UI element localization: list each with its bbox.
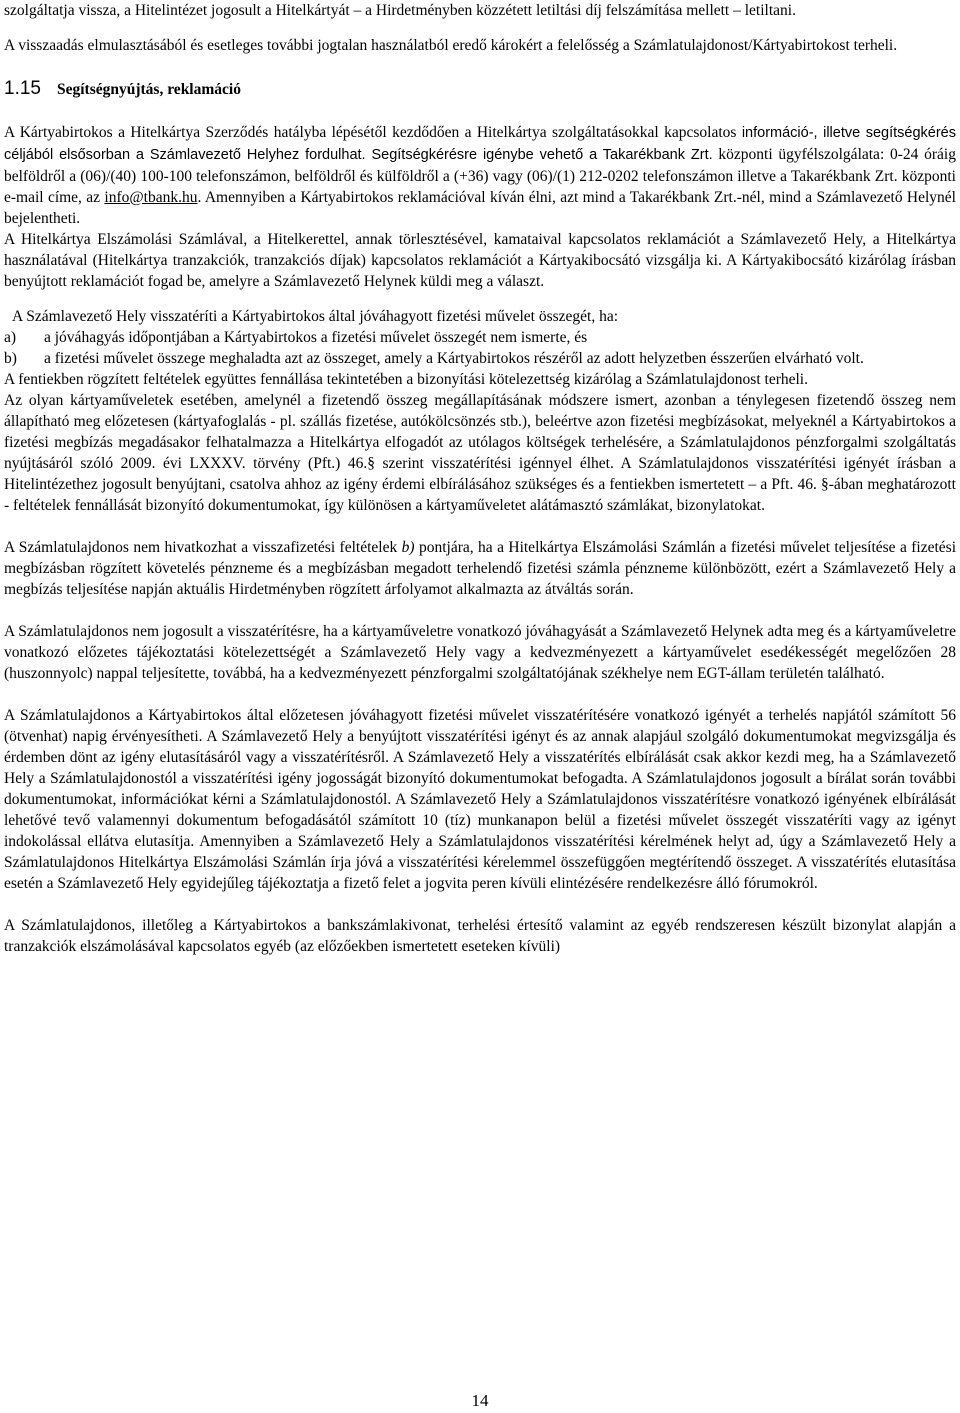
section-heading: [4, 78, 956, 100]
paragraph: Az olyan kártyaműveletek esetében, amelynél a fizetendő összeg megállapításának módszere ismert, azonban a ténylegesen fizetendő összeg nem állapítható meg előzetesen (kártyafoglalás - pl. szállás fizetése, autókölcsönzés stb.), beleértve azon fizetési megbízásokat, melyeknél a Kártyabirtokos a fizetési megbízás megadásakor felhatalmazza a Hitelkártya elfogadót az utólagos költségek terhelésére, a Számlatulajdonos pénzforgalmi szolgáltatás nyújtásáról szóló 2009. évi LXXXV. törvény (Pft.) 46.§ szerint visszatérítési igénnyel élhet. A Számlatulajdonos visszatérítési igényét írásban a Hitelintézethez jogosult benyújtani, csatolva ahhoz az igény érdemi elbírálásához szükséges és a fentiekben ismertetett – a Pft. 46. §-ában meghatározott - feltételek fennállását bizonyító dokumentumokat, így különösen a kártyaműveletet alátámasztó számlákat, bizonylatokat.: [4, 392, 956, 514]
paragraph: A visszaadás elmulasztásából és esetleges további jogtalan használatból eredő károkért a felelősség a Számlatulajdonost/Kártyabirtokost terheli.: [4, 37, 898, 54]
section-number: 1.15: [4, 78, 41, 99]
text-run-italic: b): [401, 539, 415, 556]
list-item-text: a jóváhagyás időpontjában a Kártyabirtokos a fizetési művelet összegét nem ismerte, és: [44, 329, 588, 346]
paragraph: szolgáltatja vissza, a Hitelintézet jogosult a Hitelkártyát – a Hirdetményben közzétett letiltási díj felszámítása mellett – letiltani.: [4, 2, 796, 19]
text-run: A Számlatulajdonos nem hivatkozhat a visszafizetési feltételek: [4, 539, 402, 556]
list-item-label: b): [4, 350, 17, 367]
list-item-label: a): [4, 329, 17, 346]
list-item: [4, 327, 956, 348]
text-run: A Kártyabirtokos a Hitelkártya Szerződés hatályba lépésétől kezdődően a Hitelkártya szolgáltatásokkal kapcsolatos: [4, 124, 737, 141]
paragraph: A fentiekben rögzített feltételek együttes fennállása tekintetében a bizonyítási kötelezettség kizárólag a Számlatulajdonost terheli.: [4, 371, 808, 388]
paragraph: A Számlatulajdonos nem jogosult a visszatérítésre, ha a kártyaműveletre vonatkozó jóváhagyását a Számlavezető Helynek adta meg és a kártyaműveletre vonatkozó előzetes tájékoztatási kötelezettségét a Számlavezető Hely vagy a kedvezményezett a kártyaművelet esedékességét megelőzően 28 (huszonnyolc) nappal teljesítette, továbbá, ha a kedvezményezett pénzforgalmi szolgáltatójának székhelye nem EGT-állam területén található.: [4, 623, 956, 682]
section-title: Segítségnyújtás, reklamáció: [56, 81, 241, 98]
list-item-text: [44, 348, 956, 369]
paragraph: A Számlatulajdonos a Kártyabirtokos által előzetesen jóváhagyott fizetési művelet visszatérítésére vonatkozó igényét a terhelés napjától számított 56 (ötvenhat) napig érvényesítheti. A Számlavezető Hely a benyújtott visszatérítési igényt és az annak alapjául szolgáló dokumentumokat megvizsgálja és érdemben dönt az igény elutasításáról vagy a visszatérítésről. A Számlavezető Hely a visszatérítés elbírálását csak akkor kezdi meg, ha a Számlavezető Hely a Számlatulajdonostól a visszatérítési igény jogosságát bizonyító dokumentumokat befogadta. A Számlatulajdonos jogosult a bírálat során további dokumentumokat, információkat kérni a Számlatulajdonostól. A Számlavezető Hely a Számlatulajdonos visszatérítésre vonatkozó igényének elbírálását lehetővé tevő valamennyi dokumentum befogadásától számított 10 (tíz) munkanapon belül a fizetési művelet összegét visszatéríti vagy az igényt indokolással ellátva elutasítja. Amennyiben a Számlavezető Hely a Számlatulajdonos visszatérítési kérelmének helyt ad, úgy a Számlavezető Hely a Számlatulajdonos Hitelkártya Elszámolási Számlán írja jóvá a visszatérítési kérelemmel összefüggően megtérítendő összeget. A visszatérítés elutasítása esetén a Számlavezető Hely egyidejűleg tájékoztatja a fizető felet a jogvita peren kívüli elintézésére rendelkezésre álló fórumokról.: [4, 707, 956, 892]
text-run: pontjára, ha a Hitelkártya Elszámolási Számlán a fizetési művelet teljesítése a fizetési megbízásban rögzített követelés pénzneme és a megbízásban megadott terhelendő fizetési számla pénzneme különbözött, ezért a Számlavezető Hely a megbízás teljesítése napján aktuális Hirdetményben rögzített árfolyamot alkalmazta az átváltás során.: [4, 539, 957, 598]
email-link[interactable]: info@tbank.hu: [104, 189, 198, 206]
text-run: központi ügyfélszolgálata: 0-24 óráig belföldről a (06)/(40) 100-100 telefonszámon, belföldről és külföldről a (+36) vagy (06)/(1) 212-0202 telefonszámon illetve a Takarékbank Zrt. központi e-mail címe, az: [4, 146, 956, 206]
paragraph: A Hitelkártya Elszámolási Számlával, a Hitelkerettel, annak törlesztésével, kamataival kapcsolatos reklamációt a Számlavezető Hely, a Hitelkártya használatával (Hitelkártya tranzakciók, tranzakciós díjak) kapcsolatos reklamációt a Kártyakibocsátó vizsgálja ki. A Kártyakibocsátó kizárólag írásban benyújtott reklamációt fogad be, amelyre a Számlavezető Helynek küldi meg a választ.: [4, 231, 956, 290]
list-item: [4, 348, 956, 369]
paragraph: A Számlatulajdonos, illetőleg a Kártyabirtokos a bankszámlakivonat, terhelési értesítő valamint az egyéb rendszeresen készült bizonylat alapján a tranzakciók elszámolásával kapcsolatos egyéb (az előzőekben ismertetett eseteken kívüli): [4, 917, 956, 955]
text-run: . Amennyiben a Kártyabirtokos reklamációval kíván élni, azt mind a Takarékbank Zrt.-nél, mind a Számlavezető Helynél bejelentheti.: [4, 189, 956, 227]
paragraph: [4, 537, 956, 600]
paragraph: A Számlavezető Hely visszatéríti a Kártyabirtokos által jóváhagyott fizetési művelet összegét, ha:: [12, 308, 619, 325]
list-item-text-run: a fizetési művelet összege meghaladta azt az összeget, amely a Kártyabirtokos részéről az adott helyzetben ésszerűen elvárható volt.: [44, 350, 864, 367]
page-number: 14: [471, 1391, 489, 1410]
paragraph: [4, 122, 956, 229]
text-run: információ-, illetve segítségkérés céljából elsősorban a Számlavezető Helyhez fordulhat. Segítségkérésre igénybe vehető a Takarékbank Zrt.: [4, 125, 956, 163]
